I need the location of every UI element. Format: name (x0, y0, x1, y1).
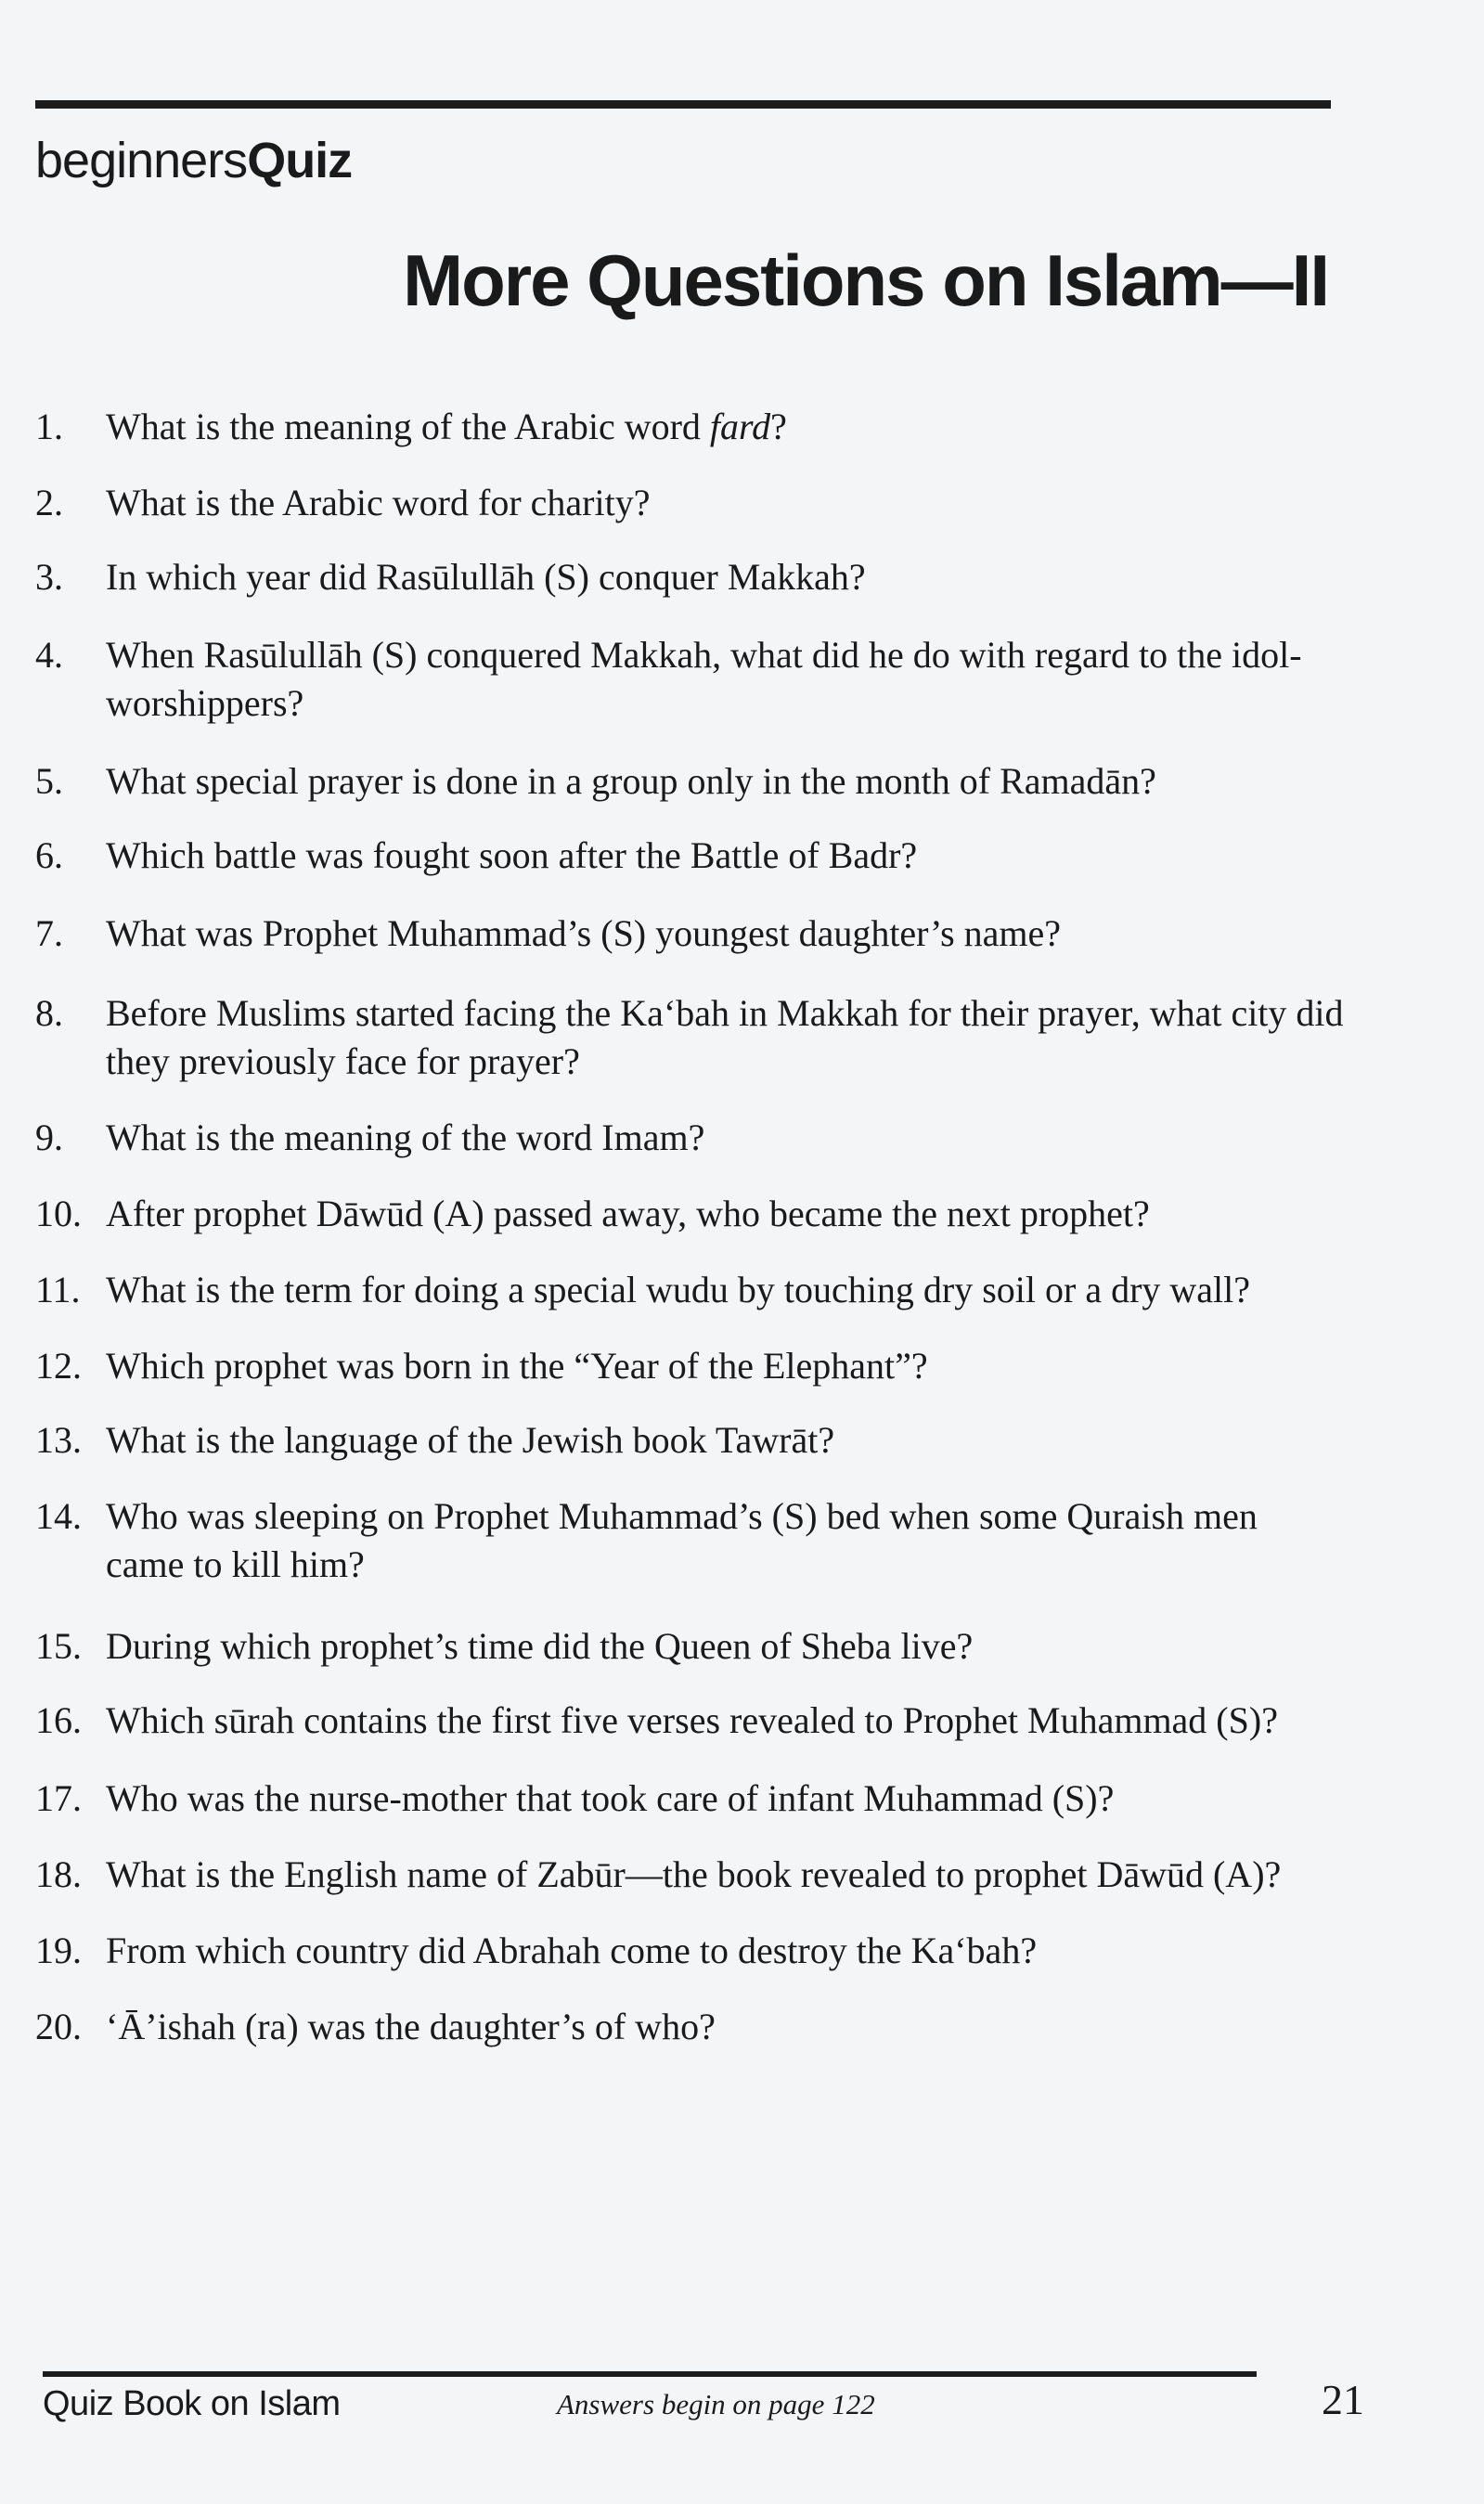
question-text: When Rasūlullāh (S) conquered Makkah, what did he do with regard to the idol-worshippers? (106, 634, 1302, 724)
question-number: 6. (35, 834, 63, 876)
question-number: 7. (35, 912, 63, 954)
question-number: 12. (35, 1345, 82, 1387)
question-text: What is the meaning of the word Imam? (106, 1116, 705, 1158)
question-number: 3. (35, 556, 63, 598)
question-number: 13. (35, 1419, 82, 1461)
question-number: 10. (35, 1193, 82, 1234)
page-number: 21 (1322, 2376, 1364, 2423)
question-text: From which country did Abrahah come to destroy the Ka‘bah? (106, 1930, 1038, 1971)
question-item (35, 1492, 1344, 1589)
question-text: Which prophet was born in the “Year of the Elephant”? (106, 1345, 928, 1387)
top-rule (35, 100, 1331, 109)
question-number: 11. (35, 1269, 81, 1310)
question-number: 4. (35, 634, 63, 676)
page-title: More Questions on Islam—II (403, 239, 1328, 321)
question-number: 15. (35, 1625, 82, 1667)
question-text: What is the language of the Jewish book Tawrāt? (106, 1419, 835, 1461)
question-item (35, 832, 1344, 880)
question-number: 20. (35, 2006, 82, 2047)
question-item (35, 1114, 1344, 1162)
question-text (106, 403, 1344, 451)
question-item (35, 989, 1344, 1086)
series-label-bold: Quiz (247, 133, 353, 188)
series-label-light: beginners (35, 133, 248, 188)
question-text: ‘Ā’ishah (ra) was the daughter’s of who? (106, 2006, 716, 2047)
bottom-rule (43, 2371, 1257, 2377)
question-text: Who was sleeping on Prophet Muhammad’s (S) bed when some Quraish men came to kill him? (106, 1495, 1258, 1585)
question-text-start: What is the meaning of the Arabic word (106, 406, 710, 447)
question-item (35, 910, 1344, 958)
question-item (35, 553, 1344, 601)
question-number: 8. (35, 992, 63, 1034)
question-number: 14. (35, 1495, 82, 1537)
question-item (35, 1266, 1344, 1314)
question-number: 9. (35, 1116, 63, 1158)
question-text: Before Muslims started facing the Ka‘bah in Makkah for their prayer, what city did they previously face for prayer? (106, 992, 1344, 1082)
question-number: 19. (35, 1930, 82, 1971)
question-text: During which prophet’s time did the Queen of Sheba live? (106, 1625, 974, 1667)
question-item (35, 479, 1344, 527)
question-number: 1. (35, 406, 63, 447)
question-text: What was Prophet Muhammad’s (S) youngest daughter’s name? (106, 912, 1062, 954)
question-number: 16. (35, 1699, 82, 1741)
question-text: Who was the nurse-mother that took care of infant Muhammad (S)? (106, 1777, 1115, 1819)
question-item (35, 631, 1344, 728)
question-item (35, 2003, 1344, 2051)
question-text: In which year did Rasūlullāh (S) conquer Makkah? (106, 556, 866, 598)
question-item (35, 1622, 1344, 1671)
question-item (35, 757, 1344, 806)
question-item (35, 1927, 1344, 1975)
footer-answers-note: Answers begin on page 122 (557, 2388, 875, 2420)
question-item (35, 403, 1344, 451)
question-number: 2. (35, 482, 63, 523)
question-item (35, 1775, 1344, 1823)
question-text-italic-term: fard (709, 406, 771, 447)
question-number: 18. (35, 1853, 82, 1895)
question-text: Which sūrah contains the first five verses revealed to Prophet Muhammad (S)? (106, 1699, 1278, 1741)
footer-book-title: Quiz Book on Islam (43, 2384, 341, 2423)
question-text: What is the term for doing a special wudu by touching dry soil or a dry wall? (106, 1269, 1251, 1310)
question-item (35, 1190, 1344, 1238)
question-text: What is the Arabic word for charity? (106, 482, 651, 523)
question-item (35, 1851, 1344, 1899)
series-label (35, 128, 352, 193)
question-item (35, 1416, 1344, 1465)
question-number: 17. (35, 1777, 82, 1819)
question-item (35, 1697, 1344, 1745)
question-number: 5. (35, 760, 63, 802)
question-text: After prophet Dāwūd (A) passed away, who became the next prophet? (106, 1193, 1150, 1234)
question-text: Which battle was fought soon after the Battle of Badr? (106, 834, 918, 876)
question-text: What special prayer is done in a group only in the month of Ramadān? (106, 760, 1156, 802)
question-text-end: ? (770, 406, 787, 447)
question-text: What is the English name of Zabūr—the book revealed to prophet Dāwūd (A)? (106, 1853, 1282, 1895)
question-item (35, 1342, 1344, 1390)
